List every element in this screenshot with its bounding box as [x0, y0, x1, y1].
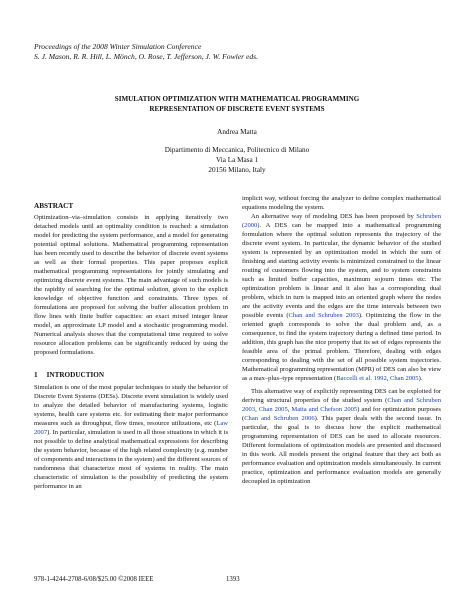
citation-link[interactable]: Baccelli et al. 1992	[336, 374, 387, 382]
right-paragraph-1: An alternative way of modeling DES has been proposed by Schruben (2000). A DES can be mapped into a mathematical programming formulation where the optimal solution represents the trajectory of the discrete event system. In particular, the dynamic behavior of the studied system is represented by an optimization model in which the sum of finishing and starting activity events is minimized constrained to the linear routing of customers flowing into the system, and to system constraints such as limited buffer capacities, maximum sojourn times etc. The optimization problem is linear and it also has a corresponding dual problem, which in turn is mapped into an oriented graph where the nodes are the activity events and the edges are the time intervals between two possible events (Chan and Schruben 2003). Optimizing the flow in the oriented graph corresponds to solve the dual problem and, as a consequence, to find the system trajectory during a defined time period. In addition, this graph has the nice property that its set of edges represents the feasible area of the primal problem. Therefore, dealing with edges corresponding to dealing with the set of all possible system trajectories. Mathematical programming representation (MPR) of DES can also be view as a max–plus–type representation (Baccelli et al. 1992, Chan 2005).	[242, 212, 441, 382]
page-number: 1393	[226, 576, 240, 583]
editors-line: S. J. Mason, R. R. Hill, L. Mönch, O. Rose, T. Jefferson, J. W. Fowler eds.	[34, 52, 258, 61]
right-paragraph-0: implicit way, without forcing the analyzer to define complex mathematical equations modeling the system.	[242, 195, 441, 211]
citation-link[interactable]: Matta and Chefson 2005	[291, 405, 358, 413]
abstract-heading: ABSTRACT	[34, 202, 74, 210]
citation-link[interactable]: Chan 2005	[390, 374, 419, 382]
author-affiliation: Dipartimento di Meccanica, Politecnico di Milano	[164, 146, 310, 154]
footer-isbn: 978-1-4244-2708-6/08/$25.00 ©2008 IEEE	[34, 576, 154, 583]
right-paragraph-2: This alternative way of explicitly representing DES can be exploited for deriving structural properties of the studied system (Chan and Schruben 2003, Chan 2005, Matta and Chefson 2005) and for optimization purposes (Chan and Schruben 2006). This paper deals with the second issue. In particular, the goal is to discuss how the explicit mathematical programming representation of DES can be used to allocate resources. Different formulations of optimization models are presented and discussed in this work. All models present the original feature that they act both as performance evaluation and optimization models simultaneously. In current practice, optimization and performance evaluation models are generally decoupled in optimization	[242, 387, 442, 485]
citation-link[interactable]: Law 2007	[34, 419, 228, 436]
citation-link[interactable]: Schruben (2000)	[242, 212, 441, 229]
citation-link[interactable]: Chan 2005	[258, 405, 288, 413]
right-column-body	[242, 195, 441, 487]
author-name: Andrea Matta	[217, 128, 257, 136]
abstract-body	[34, 214, 228, 358]
introduction-body	[34, 384, 228, 492]
abstract-text: Optimization–via–simulation consists in applying iteratively two detached models until an optimality condition is reached: a simulation model for predicting the system performance, and a model for generating potential optimal solutions. Mathematical programming representation has been recently used to describe the behavior of discrete event systems as well as their formal properties. This paper proposes explicit mathematical programming representations for jointly simulating and optimizing discrete event systems. The main advantage of such models is the rapidity of searching for the optimal solution, given to the explicit knowledge of objective function and constraints. Three types of formulations are proposed for solving the buffer allocation problem in flow lines with finite buffer capacities: an exact mixed integer linear model, an approximate LP model and a stochastic programming model. Numerical analysis shows that the computational time required to solve resource allocation problems can be significantly reduced by using the proposed formulations.	[34, 214, 228, 356]
citation-link[interactable]: Chan and Schruben 2003	[242, 396, 442, 413]
proceedings-line: Proceedings of the 2008 Winter Simulation Conference	[34, 42, 202, 51]
citation-link[interactable]: Chan and Schruben 2006	[244, 414, 315, 422]
citation-link[interactable]: Chan and Schruben 2003	[288, 311, 359, 319]
author-address-city: 20156 Milano, Italy	[208, 166, 266, 174]
paper-title-line1: SIMULATION OPTIMIZATION WITH MATHEMATICAL PROGRAMMING	[114, 95, 360, 103]
introduction-paragraph-1: Simulation is one of the most popular techniques to study the behavior of Discrete Event Systems (DESs). Discrete event simulation is widely used to analyze the detailed behavior of manufacturing systems, logistic systems, health care systems etc. for estimating their major performance measures such as throughput, flow times, resource utilizations, etc (Law 2007). In particular, simulation is used in all those situations in which it is not possible to define analytical mathematical expressions for describing the system behavior, because of the high related complexity (e.g. number of components and interactions in the system) and the different sources of randomness that characterize most of systems in reality. The main characteristic of simulation is the possibility of predicting the system performance in an	[34, 384, 228, 490]
paper-title-line2: REPRESENTATION OF DISCRETE EVENT SYSTEMS	[149, 105, 325, 113]
author-address-street: Via La Masa 1	[215, 156, 259, 164]
introduction-heading: 1 INTRODUCTION	[34, 371, 105, 379]
